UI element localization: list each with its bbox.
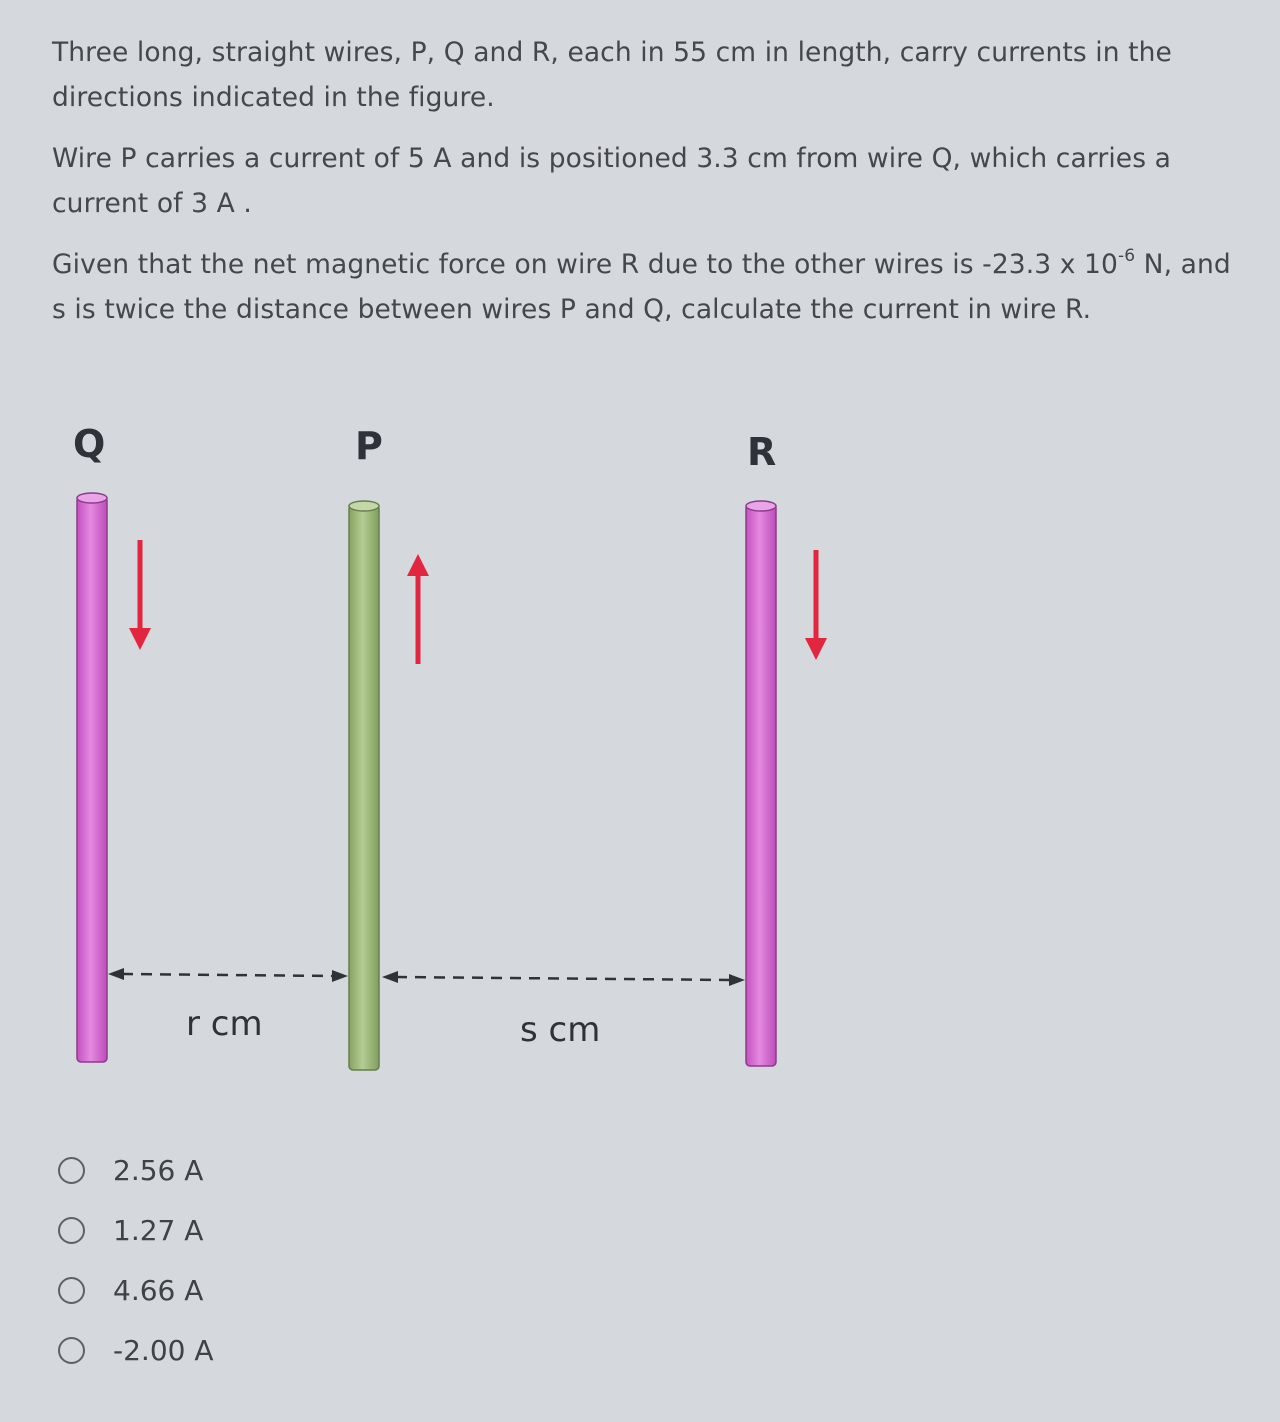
label-r-cm: r cm: [186, 1004, 263, 1044]
question-paragraph-3: [52, 242, 1252, 332]
wire-p: [349, 501, 379, 1070]
option-2[interactable]: [58, 1200, 214, 1260]
option-4[interactable]: [58, 1320, 214, 1380]
radio-button-4[interactable]: [58, 1337, 85, 1364]
option-3[interactable]: [58, 1260, 214, 1320]
option-1-label[interactable]: 2.56 A: [113, 1153, 204, 1187]
label-p: P: [355, 424, 383, 468]
question-paragraph-3-end: N, and s is twice the distance between wires P and Q, calculate the current in wire R.: [52, 249, 1231, 325]
question-paragraph-3-start: Given that the net magnetic force on wire R due to the other wires is -23.3 x 10: [52, 249, 1118, 280]
option-1[interactable]: [58, 1140, 214, 1200]
answer-options: [58, 1140, 214, 1380]
current-arrow-p-up: [407, 554, 429, 664]
wires-diagram: [0, 400, 1000, 1100]
current-arrow-r-down: [805, 550, 827, 660]
exponent: -6: [1117, 246, 1136, 267]
option-4-label[interactable]: -2.00 A: [113, 1333, 214, 1367]
wire-r: [746, 501, 776, 1066]
current-arrow-q-down: [129, 540, 151, 650]
wire-q: [77, 493, 107, 1062]
option-2-label[interactable]: 1.27 A: [113, 1213, 204, 1247]
question-text: [52, 30, 1252, 348]
radio-button-3[interactable]: [58, 1277, 85, 1304]
question-paragraph-2: Wire P carries a current of 5 A and is positioned 3.3 cm from wire Q, which carries a current of 3 A .: [52, 143, 1171, 219]
distance-s-arrow: [382, 971, 745, 986]
label-q: Q: [73, 422, 106, 466]
radio-button-1[interactable]: [58, 1157, 85, 1184]
distance-r-arrow: [108, 968, 348, 982]
wires-figure: [0, 400, 1000, 1100]
option-3-label[interactable]: 4.66 A: [113, 1273, 204, 1307]
question-paragraph-1: Three long, straight wires, P, Q and R, each in 55 cm in length, carry currents in the directions indicated in the figure.: [52, 37, 1172, 113]
label-r: R: [747, 430, 777, 474]
label-s-cm: s cm: [520, 1010, 601, 1050]
radio-button-2[interactable]: [58, 1217, 85, 1244]
